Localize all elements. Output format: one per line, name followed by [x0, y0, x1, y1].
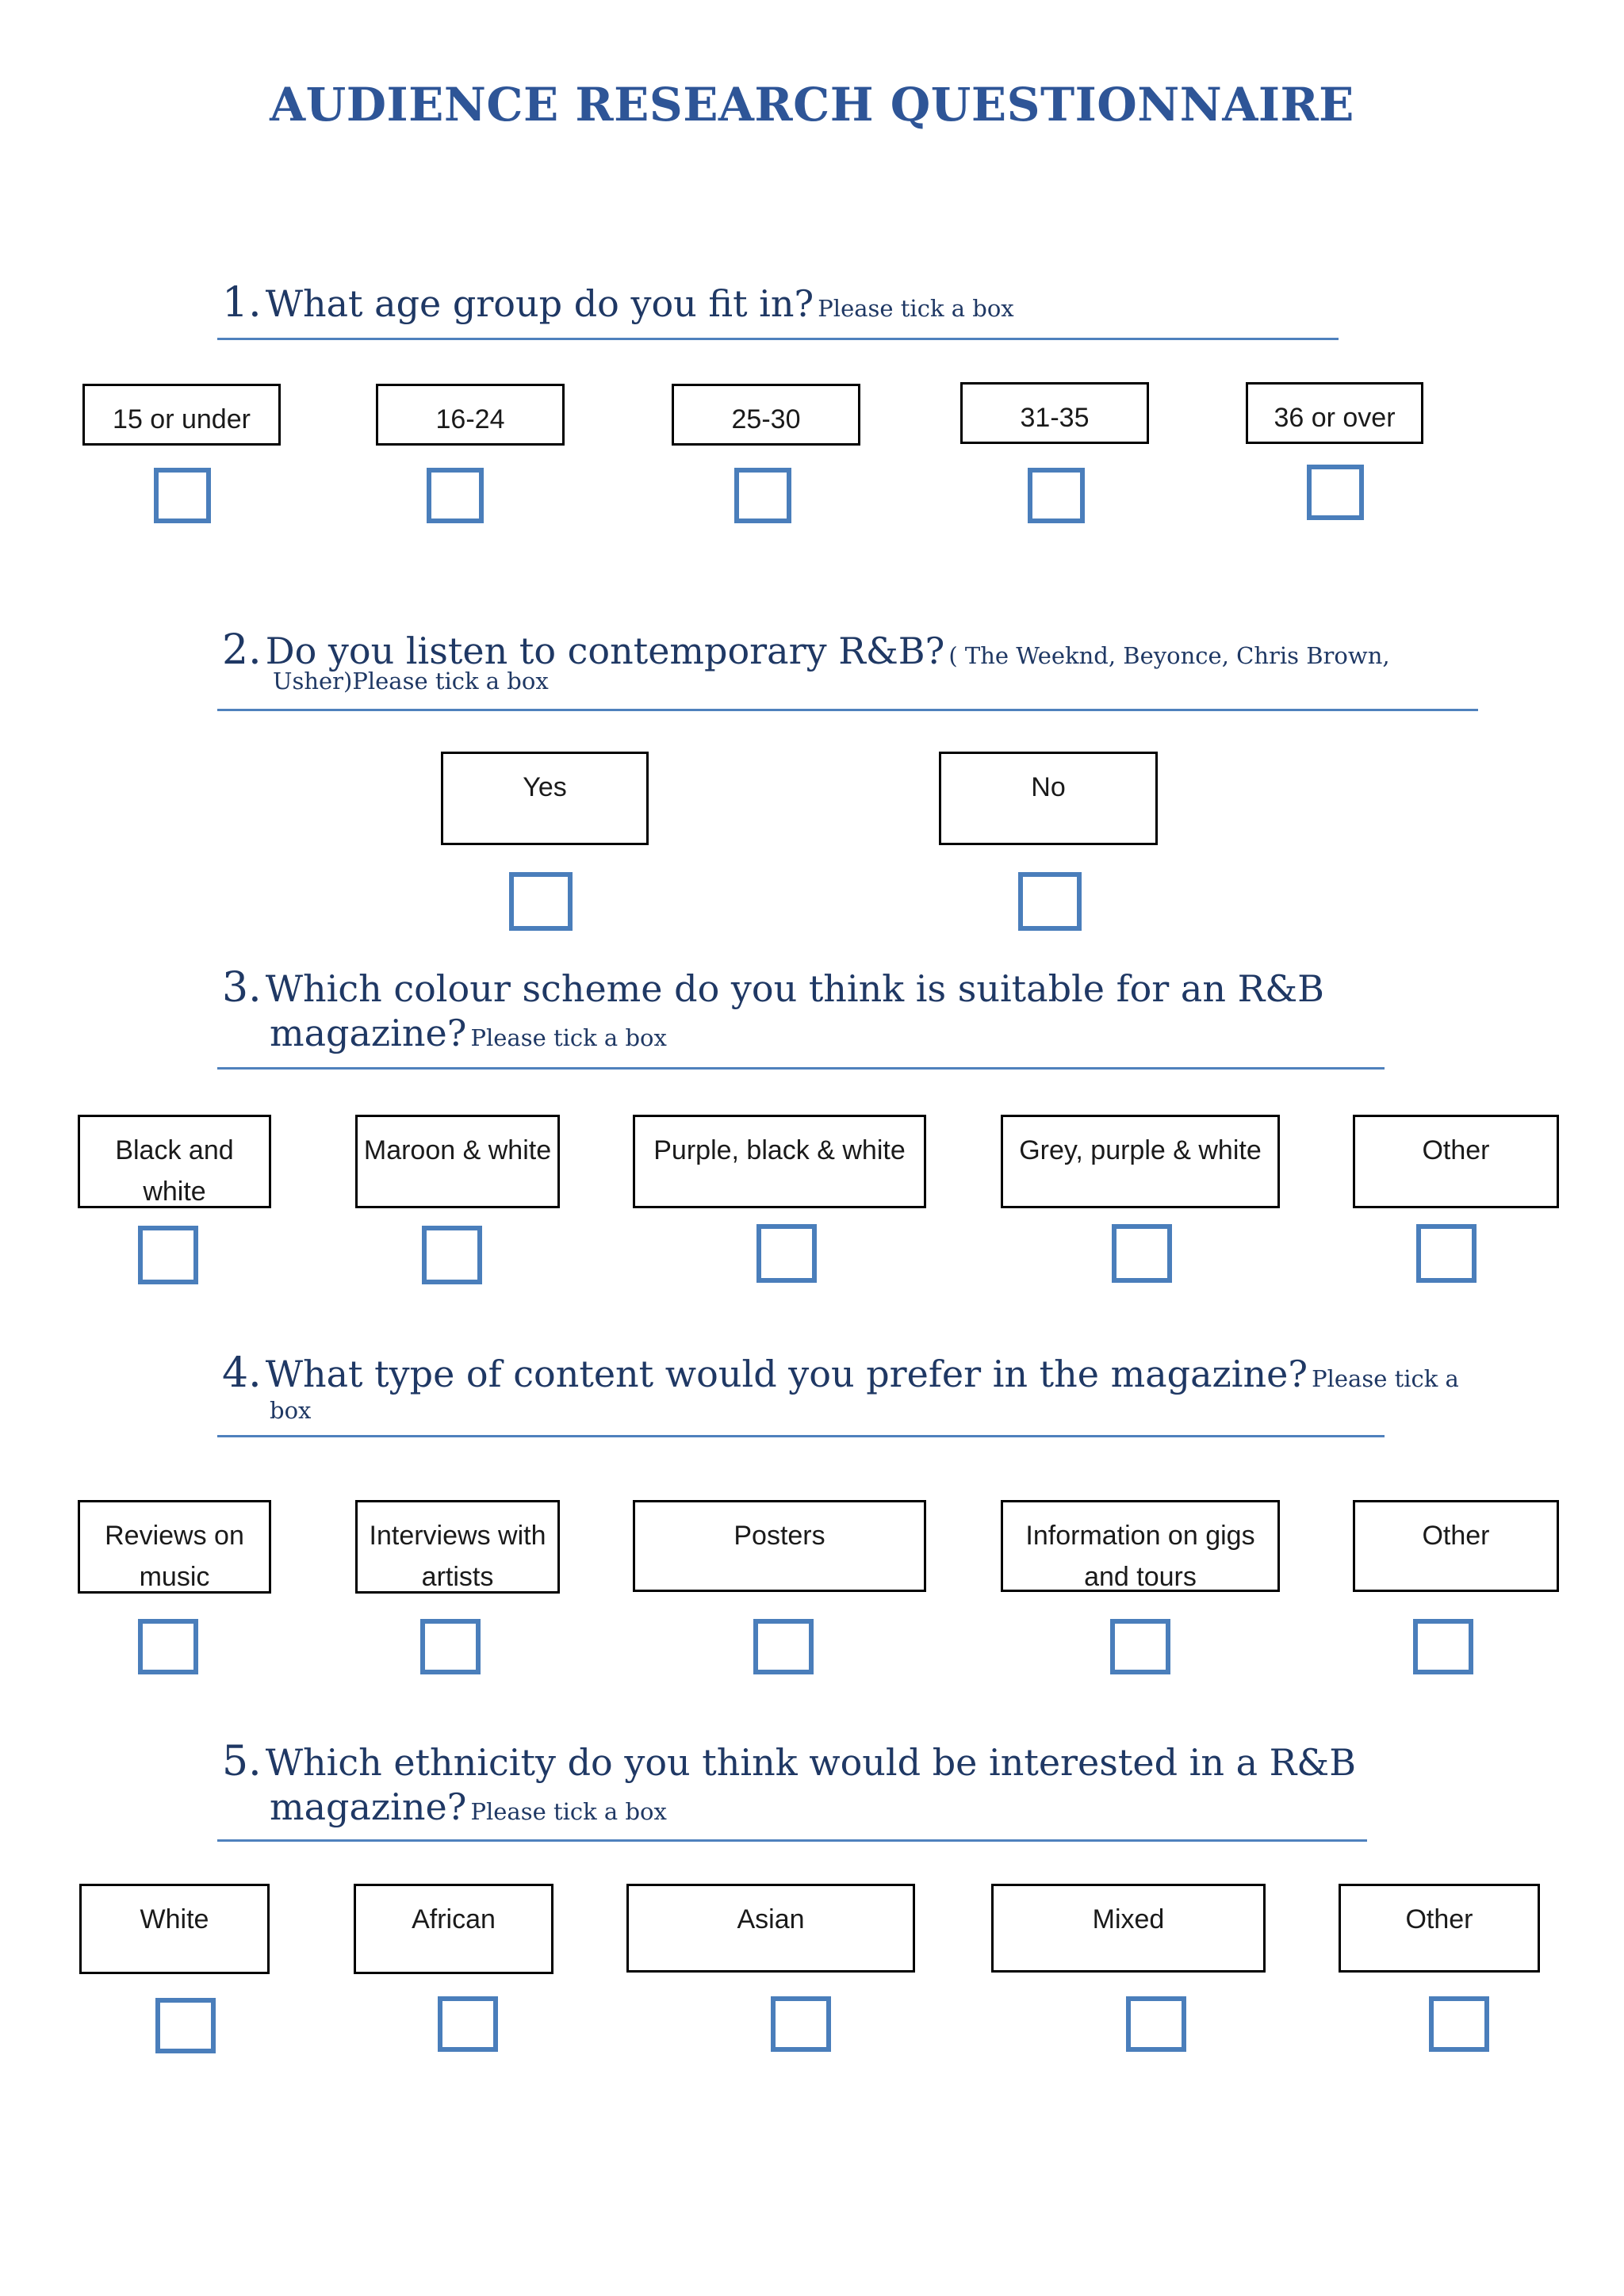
q5-option-label-3: Asian	[626, 1884, 915, 1973]
q4-checkbox-3[interactable]	[753, 1619, 814, 1674]
question-3-note: Please tick a box	[470, 1024, 667, 1051]
q4-option-label-5: Other	[1353, 1500, 1559, 1592]
q3-option-label-4: Grey, purple & white	[1001, 1115, 1280, 1208]
question-5-number: 5.	[222, 1738, 262, 1785]
q4-checkbox-1[interactable]	[138, 1619, 198, 1674]
question-2-text: Do you listen to contemporary R&B?	[265, 629, 945, 672]
q4-checkbox-4[interactable]	[1110, 1619, 1170, 1674]
q5-checkbox-4[interactable]	[1126, 1996, 1186, 2052]
question-4-heading	[222, 1349, 1459, 1397]
q1-checkbox-4[interactable]	[1028, 468, 1085, 523]
question-1-rule	[217, 338, 1339, 340]
q5-option-label-4: Mixed	[991, 1884, 1266, 1973]
q5-checkbox-1[interactable]	[155, 1998, 216, 2053]
question-5-rule	[217, 1839, 1367, 1842]
document-title: AUDIENCE RESEARCH QUESTIONNAIRE	[270, 78, 1354, 132]
question-4-note-line2: box	[270, 1397, 312, 1424]
question-2-heading	[222, 626, 1390, 674]
q2-option-label-2: No	[939, 752, 1158, 845]
question-5-note: Please tick a box	[470, 1798, 667, 1825]
question-2-number: 2.	[222, 626, 262, 674]
question-1-number: 1.	[222, 279, 262, 327]
q1-checkbox-5[interactable]	[1307, 465, 1364, 520]
question-3-heading	[222, 964, 1324, 1012]
question-3-text: Which colour scheme do you think is suitable for an R&B	[265, 967, 1324, 1010]
q3-checkbox-4[interactable]	[1112, 1224, 1172, 1283]
q5-checkbox-3[interactable]	[771, 1996, 831, 2052]
q3-option-label-3: Purple, black & white	[633, 1115, 926, 1208]
q2-checkbox-1[interactable]	[509, 872, 573, 931]
q1-option-label-1: 15 or under	[82, 384, 281, 446]
question-2-rule	[217, 709, 1478, 711]
question-1-heading	[222, 279, 1014, 327]
question-4-number: 4.	[222, 1349, 262, 1397]
q5-checkbox-5[interactable]	[1429, 1996, 1489, 2052]
q5-checkbox-2[interactable]	[438, 1996, 498, 2052]
question-3-number: 3.	[222, 964, 262, 1012]
q5-option-label-1: White	[79, 1884, 270, 1974]
q3-checkbox-3[interactable]	[756, 1224, 817, 1283]
q5-option-label-2: African	[354, 1884, 553, 1974]
question-5-text: Which ethnicity do you think would be interested in a R&B	[265, 1741, 1357, 1784]
question-5-line2	[270, 1785, 667, 1828]
question-1-text: What age group do you fit in?	[265, 282, 814, 325]
q1-option-label-5: 36 or over	[1246, 382, 1423, 444]
q2-checkbox-2[interactable]	[1018, 872, 1082, 931]
q4-option-label-2: Interviews with artists	[355, 1500, 560, 1594]
question-1-note: Please tick a box	[818, 295, 1014, 322]
q5-option-label-5: Other	[1339, 1884, 1540, 1973]
question-4-note: Please tick a	[1312, 1365, 1459, 1392]
question-4-rule	[217, 1435, 1385, 1437]
q1-option-label-3: 25-30	[672, 384, 860, 446]
q1-checkbox-2[interactable]	[427, 468, 484, 523]
q4-checkbox-5[interactable]	[1413, 1619, 1473, 1674]
q3-option-label-1: Black and white	[78, 1115, 271, 1208]
question-4-text: What type of content would you prefer in the magazine?	[265, 1353, 1308, 1395]
q3-option-label-5: Other	[1353, 1115, 1559, 1208]
q4-checkbox-2[interactable]	[420, 1619, 481, 1674]
question-3-text-line2: magazine?	[270, 1012, 467, 1054]
q4-option-label-3: Posters	[633, 1500, 926, 1592]
question-3-line2	[270, 1012, 667, 1054]
q1-checkbox-1[interactable]	[154, 468, 211, 523]
q3-checkbox-1[interactable]	[138, 1226, 198, 1284]
q1-option-label-4: 31-35	[960, 382, 1149, 444]
q4-option-label-4: Information on gigs and tours	[1001, 1500, 1280, 1592]
question-5-text-line2: magazine?	[270, 1785, 467, 1828]
q4-option-label-1: Reviews on music	[78, 1500, 271, 1594]
question-3-rule	[217, 1067, 1385, 1070]
question-2-note: ( The Weeknd, Beyonce, Chris Brown,	[948, 642, 1390, 669]
q3-option-label-2: Maroon & white	[355, 1115, 560, 1208]
q3-checkbox-5[interactable]	[1416, 1224, 1477, 1283]
question-5-heading	[222, 1738, 1356, 1785]
question-2-note-line2: Usher)Please tick a box	[273, 668, 549, 695]
q2-option-label-1: Yes	[441, 752, 649, 845]
q3-checkbox-2[interactable]	[422, 1226, 482, 1284]
q1-checkbox-3[interactable]	[734, 468, 791, 523]
q1-option-label-2: 16-24	[376, 384, 565, 446]
